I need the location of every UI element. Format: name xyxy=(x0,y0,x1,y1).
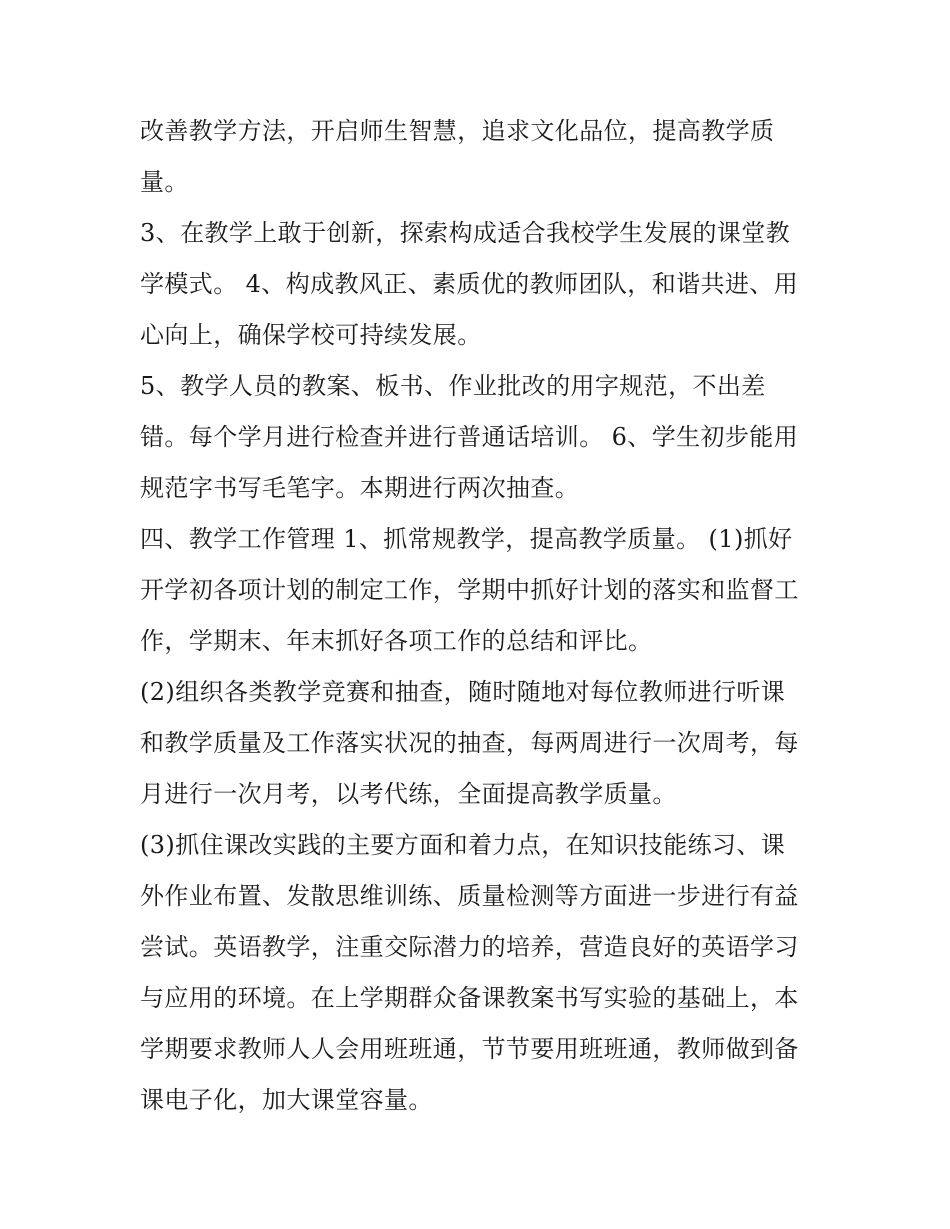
text-line: 5、教学人员的教案、板书、作业批改的用字规范，不出差 xyxy=(140,372,766,400)
text-line: 外作业布置、发散思维训练、质量检测等方面进一步进行有益 xyxy=(140,882,799,910)
text-line: 学期要求教师人人会用班班通，节节要用班班通，教师做到备 xyxy=(140,1035,799,1063)
text-line: 尝试。英语教学，注重交际潜力的培养，营造良好的英语学习 xyxy=(140,933,799,961)
text-line: 改善教学方法，开启师生智慧，追求文化品位，提高教学质 xyxy=(140,117,775,145)
text-line: 心向上，确保学校可持续发展。 xyxy=(140,321,482,349)
text-line: 规范字书写毛笔字。本期进行两次抽查。 xyxy=(140,474,580,502)
text-line: 量。 xyxy=(140,168,189,196)
text-line: 开学初各项计划的制定工作，学期中抓好计划的落实和监督工 xyxy=(140,576,799,604)
text-line: 错。每个学月进行检查并进行普通话培训。 6、学生初步能用 xyxy=(140,423,799,451)
text-line: 3、在教学上敢于创新，探索构成适合我校学生发展的课堂教 xyxy=(140,219,791,247)
text-line: 四、教学工作管理 1、抓常规教学，提高教学质量。 (1)抓好 xyxy=(140,525,793,553)
text-line: 课电子化，加大课堂容量。 xyxy=(140,1086,433,1114)
text-line: (3)抓住课改实践的主要方面和着力点，在知识技能练习、课 xyxy=(140,831,786,859)
text-line: 作，学期末、年末抓好各项工作的总结和评比。 xyxy=(140,627,653,655)
document-body xyxy=(140,106,820,1126)
text-line: 与应用的环境。在上学期群众备课教案书写实验的基础上，本 xyxy=(140,984,799,1012)
text-line: (2)组织各类教学竞赛和抽查，随时随地对每位教师进行听课 xyxy=(140,678,786,706)
text-line: 学模式。 4、构成教风正、素质优的教师团队，和谐共进、用 xyxy=(140,270,799,298)
text-line: 和教学质量及工作落实状况的抽查，每两周进行一次周考，每 xyxy=(140,729,799,757)
text-line: 月进行一次月考，以考代练，全面提高教学质量。 xyxy=(140,780,677,808)
